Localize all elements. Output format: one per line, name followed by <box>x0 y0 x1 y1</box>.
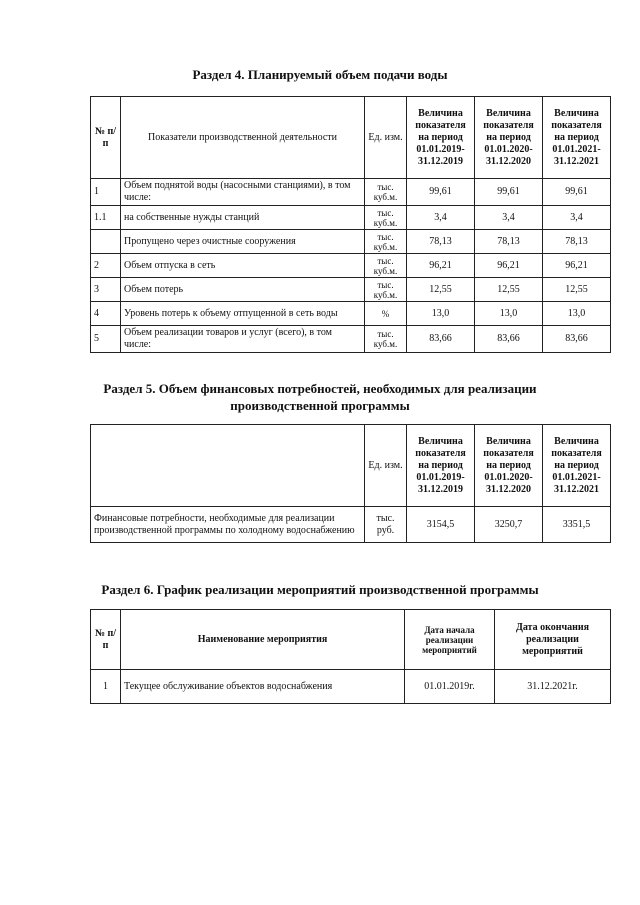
header-period-2019: Величина показателя на период 01.01.2019-31.12.2019 <box>407 425 475 507</box>
row-value-2020: 3,4 <box>475 206 543 230</box>
row-num: 1 <box>91 670 121 704</box>
table-row <box>91 254 611 278</box>
header-num: № п/п <box>91 610 121 670</box>
row-value-2020: 83,66 <box>475 326 543 353</box>
table-row <box>91 670 611 704</box>
row-value-2021: 12,55 <box>543 278 611 302</box>
section5-title-line1: Раздел 5. Объем финансовых потребностей, необходимых для реализации <box>103 381 537 396</box>
row-value-2019: 96,21 <box>407 254 475 278</box>
row-value-2020: 96,21 <box>475 254 543 278</box>
row-name: Объем поднятой воды (насосными станциями), в том числе: <box>121 179 365 206</box>
row-start-date: 01.01.2019г. <box>405 670 495 704</box>
row-num: 1 <box>91 179 121 206</box>
section4-body <box>91 179 611 353</box>
row-value-2021: 99,61 <box>543 179 611 206</box>
row-value-2021: 83,66 <box>543 326 611 353</box>
table-row <box>91 302 611 326</box>
row-name: Уровень потерь к объему отпущенной в сеть воды <box>121 302 365 326</box>
row-value-2020: 99,61 <box>475 179 543 206</box>
header-unit: Ед. изм. <box>365 97 407 179</box>
row-unit: тыс. куб.м. <box>365 254 407 278</box>
row-value-2021: 78,13 <box>543 230 611 254</box>
row-num: 4 <box>91 302 121 326</box>
row-value-2021: 3351,5 <box>543 507 611 543</box>
row-unit: тыс. руб. <box>365 507 407 543</box>
row-num: 5 <box>91 326 121 353</box>
table-row <box>91 206 611 230</box>
row-value-2019: 3154,5 <box>407 507 475 543</box>
header-indicator: Показатели производственной деятельности <box>121 97 365 179</box>
row-unit: тыс. куб.м. <box>365 179 407 206</box>
row-num: 1.1 <box>91 206 121 230</box>
header-end-date: Дата окончания реализации мероприятий <box>495 610 611 670</box>
row-value-2019: 78,13 <box>407 230 475 254</box>
section5-header-row <box>91 425 611 507</box>
header-period-2020: Величина показателя на период 01.01.2020-31.12.2020 <box>475 425 543 507</box>
row-name: Пропущено через очистные сооружения <box>121 230 365 254</box>
row-value-2020: 12,55 <box>475 278 543 302</box>
row-end-date: 31.12.2021г. <box>495 670 611 704</box>
row-value-2021: 96,21 <box>543 254 611 278</box>
header-num: № п/п <box>91 97 121 179</box>
row-unit: тыс. куб.м. <box>365 230 407 254</box>
header-period-2020: Величина показателя на период 01.01.2020-31.12.2020 <box>475 97 543 179</box>
section4-header-row <box>91 97 611 179</box>
row-unit: тыс. куб.м. <box>365 278 407 302</box>
row-value-2021: 3,4 <box>543 206 611 230</box>
row-num: 2 <box>91 254 121 278</box>
row-num <box>91 230 121 254</box>
header-period-2021: Величина показателя на период 01.01.2021-31.12.2021 <box>543 97 611 179</box>
row-value-2019: 12,55 <box>407 278 475 302</box>
row-name: на собственные нужды станций <box>121 206 365 230</box>
table-row <box>91 507 611 543</box>
section6-title: Раздел 6. График реализации мероприятий производственной программы <box>101 582 539 597</box>
table-row <box>91 230 611 254</box>
row-name: Объем отпуска в сеть <box>121 254 365 278</box>
header-unit: Ед. изм. <box>365 425 407 507</box>
row-name: Объем потерь <box>121 278 365 302</box>
row-value-2019: 99,61 <box>407 179 475 206</box>
row-name: Объем реализации товаров и услуг (всего), в том числе: <box>121 326 365 353</box>
section6-table <box>90 609 611 704</box>
row-name: Финансовые потребности, необходимые для реализации производственной программы по холодному водоснабжению <box>91 507 365 543</box>
row-value-2019: 83,66 <box>407 326 475 353</box>
row-unit: тыс. куб.м. <box>365 206 407 230</box>
header-start-date: Дата начала реализации мероприятий <box>405 610 495 670</box>
section5-table <box>90 424 611 543</box>
header-blank <box>91 425 365 507</box>
row-event-name: Текущее обслуживание объектов водоснабжения <box>121 670 405 704</box>
row-unit: % <box>365 302 407 326</box>
table-row <box>91 179 611 206</box>
row-unit: тыс. куб.м. <box>365 326 407 353</box>
row-value-2021: 13,0 <box>543 302 611 326</box>
row-value-2020: 78,13 <box>475 230 543 254</box>
row-value-2020: 13,0 <box>475 302 543 326</box>
row-value-2019: 3,4 <box>407 206 475 230</box>
section5-title-line2: производственной программы <box>230 398 410 413</box>
section6-header-row <box>91 610 611 670</box>
row-value-2019: 13,0 <box>407 302 475 326</box>
row-value-2020: 3250,7 <box>475 507 543 543</box>
header-period-2021: Величина показателя на период 01.01.2021-31.12.2021 <box>543 425 611 507</box>
section4-table <box>90 96 611 353</box>
section4-title: Раздел 4. Планируемый объем подачи воды <box>192 67 448 82</box>
header-period-2019: Величина показателя на период 01.01.2019-31.12.2019 <box>407 97 475 179</box>
header-event-name: Наименование мероприятия <box>121 610 405 670</box>
table-row <box>91 326 611 353</box>
table-row <box>91 278 611 302</box>
row-num: 3 <box>91 278 121 302</box>
